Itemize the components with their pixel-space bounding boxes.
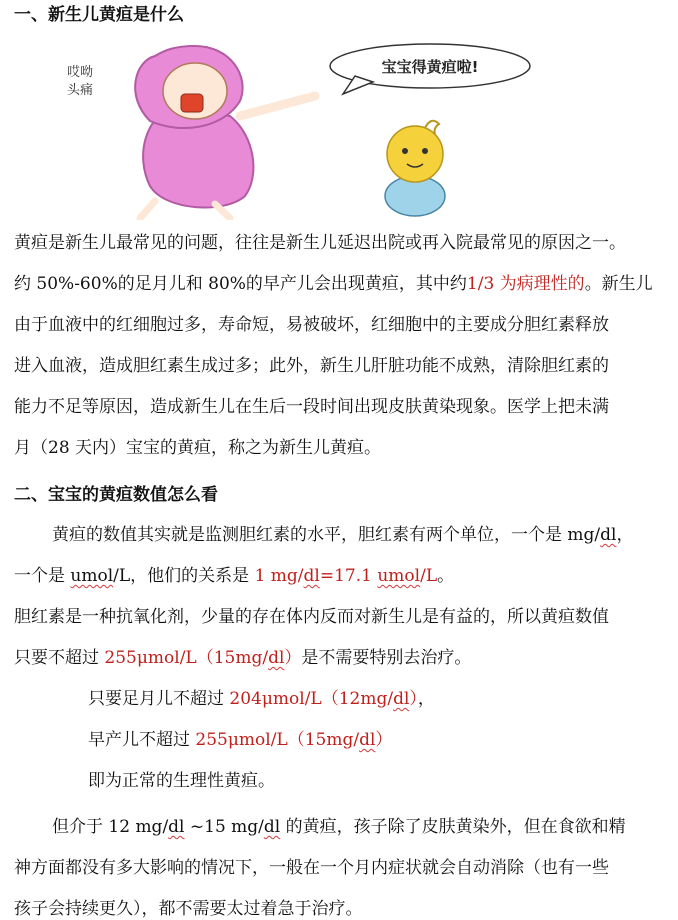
side-note-line-2: 头痛: [67, 83, 94, 98]
pathological-ratio: 1/3 为病理性的: [466, 274, 585, 294]
unit-conversion: 1 mg/dl=17.1 umol/L: [254, 566, 438, 586]
list-item-full-term: 只要足月儿不超过 204μmol/L（12mg/dl），: [88, 689, 435, 709]
list-item-premature: 早产儿不超过 255μmol/L（15mg/dl）: [88, 730, 393, 750]
para4-line-3: 孩子会持续更久），都不需要太过着急于治疗。: [14, 899, 363, 919]
para1-line-3: 由于血液中的红细胞过多，寿命短，易被破坏，红细胞中的主要成分胆红素释放: [14, 315, 609, 335]
list-item-normal: 即为正常的生理性黄疸。: [88, 771, 275, 791]
speech-bubble-text: 宝宝得黄疸啦!: [381, 58, 479, 76]
para2-line-2: 一个是 umol/L，他们的关系是 1 mg/dl=17.1 umol/L。: [14, 566, 455, 586]
para1-line-1: 黄疸是新生儿最常见的问题，往往是新生儿延迟出院或再入院最常见的原因之一。: [14, 233, 626, 253]
side-note-line-1: 哎呦: [67, 65, 94, 80]
para1-line-5: 能力不足等原因，造成新生儿在生后一段时间出现皮肤黄染现象。医学上把未满: [14, 397, 609, 417]
para1-line-2: 约 50%-60%的足月儿和 80%的早产儿会出现黄疸，其中约1/3 为病理性的。新生儿: [14, 274, 653, 294]
baby-head: [387, 126, 443, 182]
para1-line-4: 进入血液，造成胆红素生成过多；此外，新生儿肝脏功能不成熟，清除胆红素的: [14, 356, 609, 376]
threshold-255: 255μmol/L（15mg/dl）: [104, 648, 302, 668]
para4-line-1: 但介于 12 mg/dl ~15 mg/dl 的黄疸，孩子除了皮肤黄染外，但在食欲和精: [52, 817, 626, 837]
para3-line-1: 胆红素是一种抗氧化剂，少量的存在体内反而对新生儿是有益的，所以黄疸数值: [14, 607, 609, 627]
heading-what-is-jaundice: 一、新生儿黄疸是什么: [14, 5, 184, 25]
para1-line-6: 月（28 天内）宝宝的黄疸，称之为新生儿黄疸。: [14, 438, 382, 458]
para2-line-1: 黄疸的数值其实就是监测胆红素的水平，胆红素有两个单位，一个是 mg/dl，: [52, 525, 634, 545]
heading-jaundice-values: 二、宝宝的黄疸数值怎么看: [14, 485, 218, 505]
mother-baby-illustration: [55, 36, 543, 220]
para3-line-2: 只要不超过 255μmol/L（15mg/dl）是不需要特别去治疗。: [14, 648, 472, 668]
mother-mouth: [181, 94, 203, 112]
para4-line-2: 神方面都没有多大影响的情况下，一般在一个月内症状就会自动消除（也有一些: [14, 858, 609, 878]
